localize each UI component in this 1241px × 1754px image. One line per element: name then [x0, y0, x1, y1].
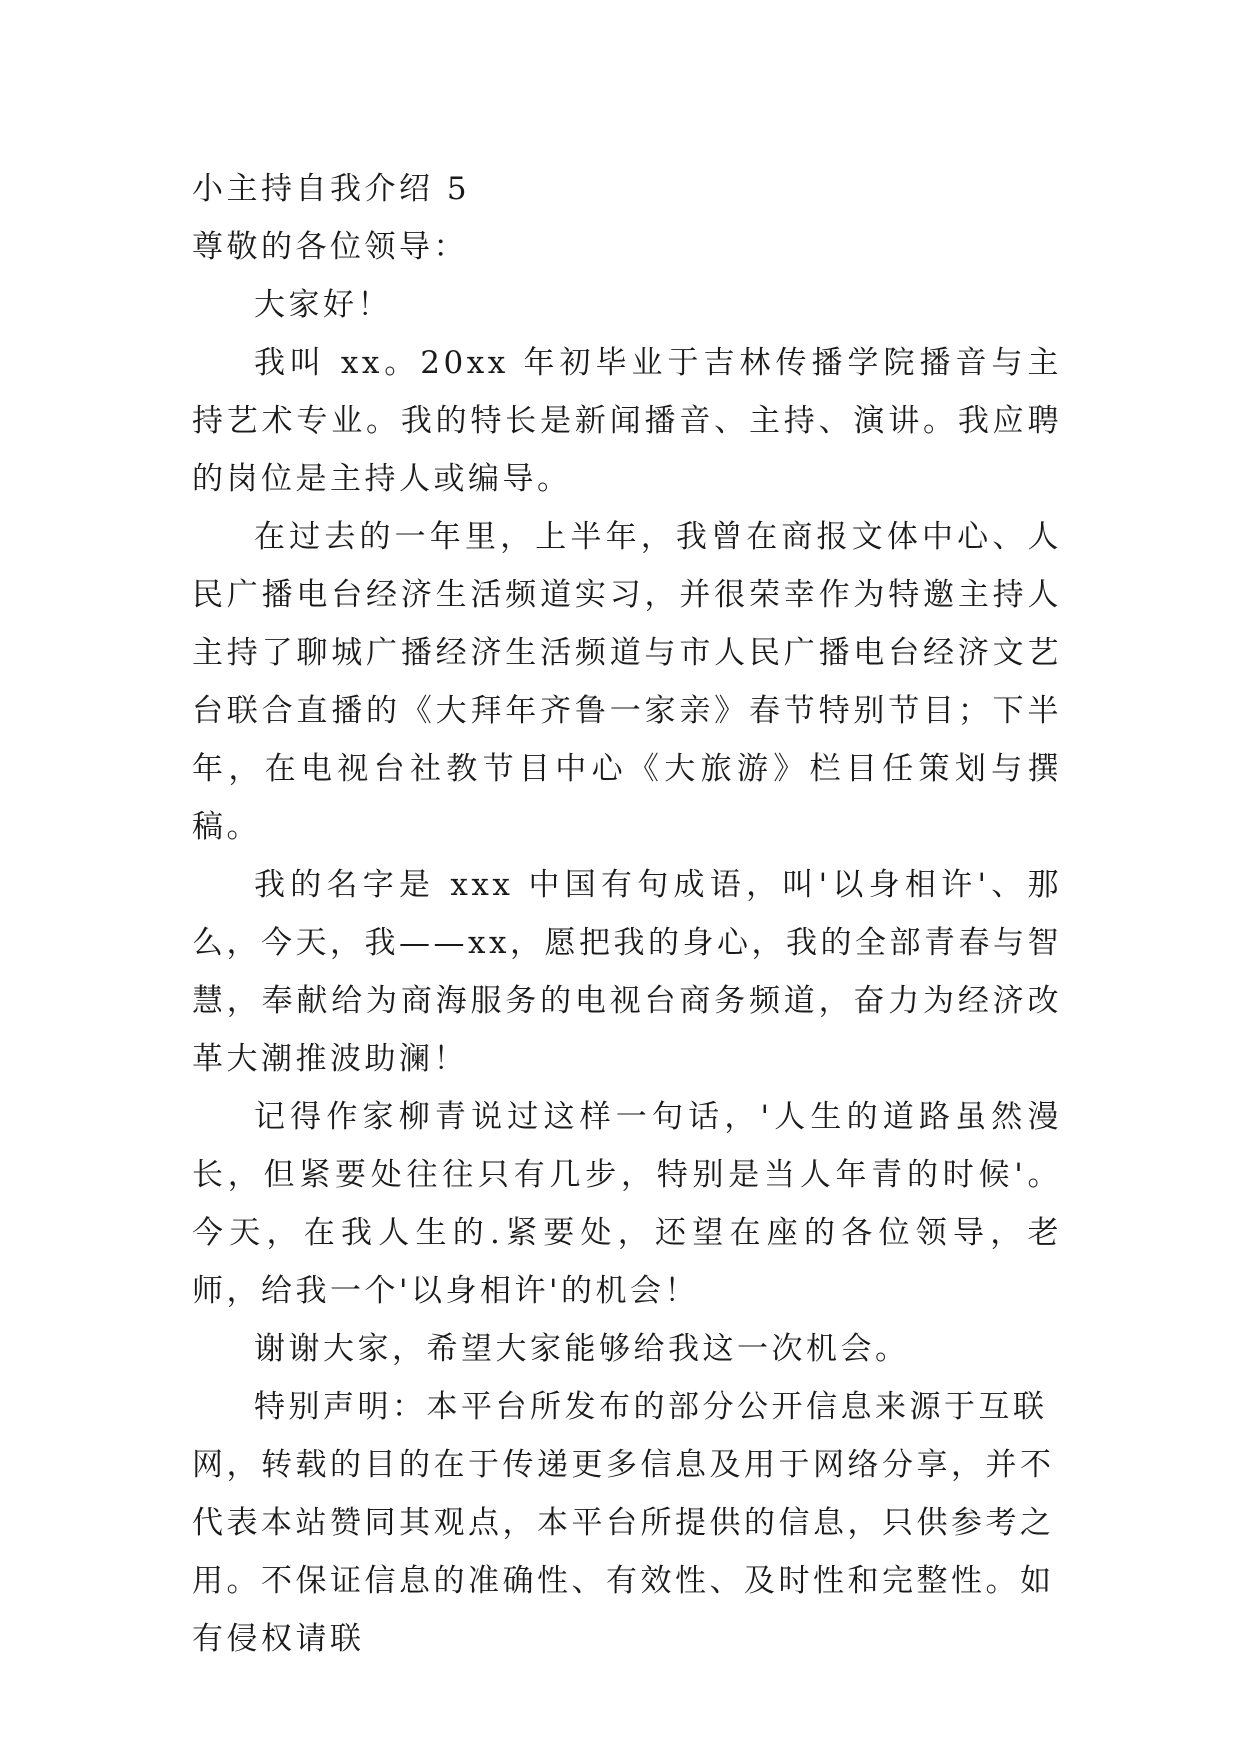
document-body: [192, 160, 1062, 1668]
paragraph-experience: 在过去的一年里，上半年，我曾在商报文体中心、人民广播电台经济生活频道实习，并很荣幸作为特邀主持人主持了聊城广播经济生活频道与市人民广播电台经济文艺台联合直播的《大拜年齐鲁一家亲》春节特别节目；下半年，在电视台社教节目中心《大旅游》栏目任策划与撰稿。: [192, 519, 1062, 845]
paragraph-name-idiom: 我的名字是 xxx 中国有句成语，叫'以身相许'、那么，今天，我——xx，愿把我的身心，我的全部青春与智慧，奉献给为商海服务的电视台商务频道，奋力为经济改革大潮推波助澜！: [192, 867, 1062, 1077]
document-title: 小主持自我介绍 5: [192, 171, 471, 207]
paragraph-disclaimer: 特别声明：本平台所发布的部分公开信息来源于互联网，转载的目的在于传递更多信息及用于网络分享，并不代表本站赞同其观点，本平台所提供的信息，只供参考之用。不保证信息的准确性、有效性、及时性和完整性。如有侵权请联: [192, 1389, 1055, 1657]
paragraph-thanks: 谢谢大家，希望大家能够给我这一次机会。: [254, 1331, 910, 1367]
paragraph-quote: 记得作家柳青说过这样一句话，'人生的道路虽然漫长，但紧要处往往只有几步，特别是当人年青的时候'。今天，在我人生的.紧要处，还望在座的各位领导，老师，给我一个'以身相许'的机会！: [192, 1099, 1062, 1309]
paragraph-greeting: 大家好！: [254, 287, 392, 323]
salutation: 尊敬的各位领导：: [192, 229, 468, 265]
paragraph-introduction: 我叫 xx。20xx 年初毕业于吉林传播学院播音与主持艺术专业。我的特长是新闻播音、主持、演讲。我应聘的岗位是主持人或编导。: [192, 345, 1062, 497]
